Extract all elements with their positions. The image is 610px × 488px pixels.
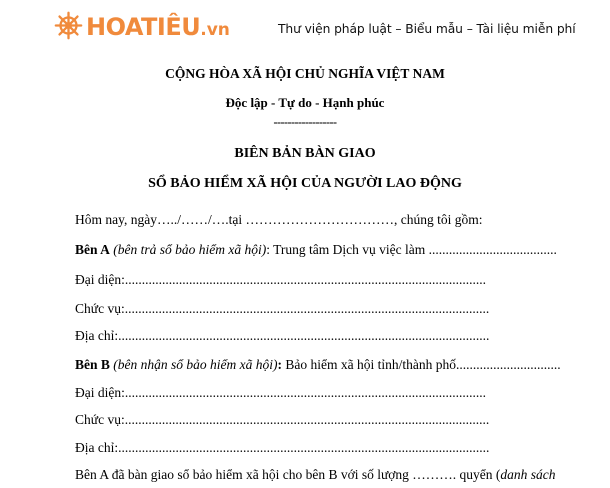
handover-line [75,467,556,483]
party-b-colon: : [277,357,282,372]
national-title: CỘNG HÒA XÃ HỘI CHỦ NGHĨA VIỆT NAM [165,66,445,81]
party-a-label: Bên A [75,242,110,257]
party-b-position: Chức vụ:............................................................................................................ [75,412,490,427]
intro-line: Hôm nay, ngày…../……/….tại ……………………………, chúng tôi gồm: [75,212,483,227]
party-a-position: Chức vụ:............................................................................................................ [75,301,490,316]
party-a-colon: : [266,242,271,257]
party-a-value: Trung tâm Dịch vụ việc làm ...................................... [270,242,557,257]
party-b-note: (bên nhận sổ bảo hiểm xã hội) [113,357,278,372]
national-motto: Độc lập - Tự do - Hạnh phúc [225,95,385,110]
party-a-address: Địa chỉ:.............................................................................................................. [75,328,490,343]
handover-text: Bên A đã bàn giao sổ bảo hiểm xã hội cho bên B với số lượng ………. quyển ( [75,467,501,482]
party-a-representative: Đại diện:........................................................................................................... [75,272,486,287]
party-b-value: Bảo hiểm xã hội tỉnh/thành phố............................... [282,357,561,372]
site-header [0,0,610,60]
document-subtitle: SỔ BẢO HIỂM XÃ HỘI CỦA NGƯỜI LAO ĐỘNG [148,176,462,191]
party-a-line [75,242,557,258]
party-b-representative: Đại diện:........................................................................................................... [75,385,486,400]
logo-main-text: HOATIÊU [86,12,201,41]
party-a-note: (bên trả sổ bảo hiểm xã hội) [113,242,267,257]
party-b-address: Địa chỉ:.............................................................................................................. [75,440,490,455]
handover-italic: danh sách [500,467,556,482]
logo-text [86,11,230,46]
site-logo[interactable] [54,12,230,44]
party-b-label: Bên B [75,357,110,372]
logo-suffix-text: .vn [200,19,230,40]
motto-separator: ------------------ [273,115,337,129]
site-tagline: Thư viện pháp luật – Biểu mẫu – Tài liệu miễn phí [278,22,576,36]
ship-wheel-icon [54,11,83,45]
party-b-line [75,357,561,373]
document-title: BIÊN BẢN BÀN GIAO [234,146,376,161]
